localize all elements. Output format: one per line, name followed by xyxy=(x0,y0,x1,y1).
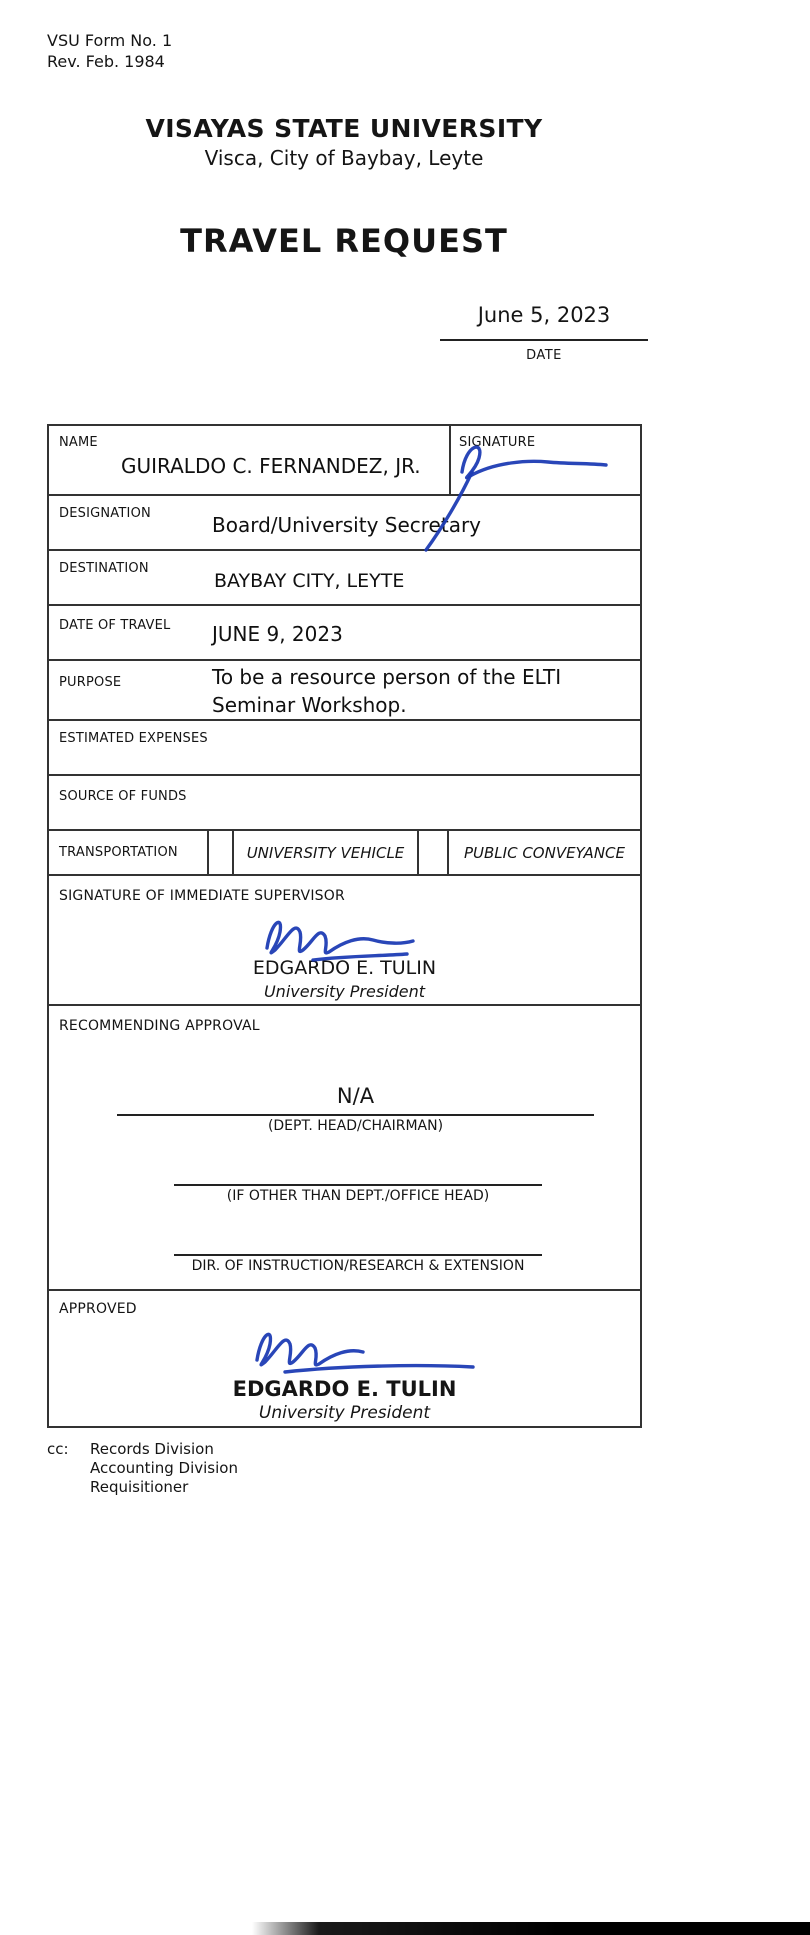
supervisor-title: University President xyxy=(263,982,426,1001)
supervisor-signature xyxy=(255,906,420,966)
cc-label: cc: xyxy=(47,1440,69,1458)
row-destination xyxy=(49,551,640,606)
destination-value: BAYBAY CITY, LEYTE xyxy=(214,570,405,592)
date-value: June 5, 2023 xyxy=(440,303,648,341)
cc-item-accounting: Accounting Division xyxy=(90,1459,238,1477)
form-title: TRAVEL REQUEST xyxy=(180,222,508,260)
transportation-label: TRANSPORTATION xyxy=(59,845,178,860)
recommending-label: RECOMMENDING APPROVAL xyxy=(59,1018,260,1034)
public-conveyance-checkbox-cell xyxy=(419,831,449,874)
designation-value: Board/University Secretary xyxy=(212,513,482,537)
date-of-travel-value: JUNE 9, 2023 xyxy=(212,622,343,646)
purpose-value-line2: Seminar Workshop. xyxy=(212,693,407,717)
cc-item-records: Records Division xyxy=(90,1440,214,1458)
row-source-of-funds xyxy=(49,776,640,831)
date-label: DATE xyxy=(526,348,562,363)
approved-label: APPROVED xyxy=(59,1301,137,1317)
supervisor-name: EDGARDO E. TULIN xyxy=(252,957,437,979)
other-head-label: (IF OTHER THAN DEPT./OFFICE HEAD) xyxy=(226,1188,490,1204)
university-vehicle-label: UNIVERSITY VEHICLE xyxy=(246,843,405,862)
public-conveyance-cell xyxy=(449,831,640,874)
purpose-value-line1: To be a resource person of the ELTI xyxy=(212,665,562,689)
row-purpose xyxy=(49,661,640,721)
other-head-signature-line xyxy=(174,1154,542,1186)
name-label: NAME xyxy=(59,435,98,450)
transportation-label-cell xyxy=(49,831,209,874)
cc-block xyxy=(47,1440,238,1497)
form-revision: Rev. Feb. 1984 xyxy=(47,52,165,71)
director-signature-line xyxy=(174,1224,542,1256)
date-of-travel-label: DATE OF TRAVEL xyxy=(59,618,171,633)
destination-label: DESTINATION xyxy=(59,561,149,576)
row-transportation xyxy=(49,831,640,876)
scan-artifact xyxy=(252,1922,810,1935)
applicant-signature xyxy=(410,430,645,555)
designation-label: DESIGNATION xyxy=(59,506,151,521)
form-number: VSU Form No. 1 xyxy=(47,31,173,50)
university-vehicle-cell xyxy=(234,831,419,874)
name-value: GUIRALDO C. FERNANDEZ, JR. xyxy=(121,454,421,478)
university-vehicle-checkbox-cell xyxy=(209,831,234,874)
row-date-of-travel xyxy=(49,606,640,661)
director-label: DIR. OF INSTRUCTION/RESEARCH & EXTENSION xyxy=(191,1258,525,1274)
president-signature xyxy=(245,1318,480,1380)
supervisor-label: SIGNATURE OF IMMEDIATE SUPERVISOR xyxy=(59,888,345,904)
row-recommending xyxy=(49,1006,640,1291)
public-conveyance-label: PUBLIC CONVEYANCE xyxy=(463,843,625,862)
cc-item-requisitioner: Requisitioner xyxy=(90,1478,189,1496)
form-number-block xyxy=(47,30,172,72)
signature-label: SIGNATURE xyxy=(459,435,536,450)
dept-head-value: N/A xyxy=(117,1084,594,1116)
purpose-label: PURPOSE xyxy=(59,675,122,690)
university-address: Visca, City of Baybay, Leyte xyxy=(204,146,484,170)
estimated-expenses-label: ESTIMATED EXPENSES xyxy=(59,731,208,746)
university-name: VISAYAS STATE UNIVERSITY xyxy=(145,114,543,143)
row-estimated-expenses xyxy=(49,721,640,776)
dept-head-label: (DEPT. HEAD/CHAIRMAN) xyxy=(267,1118,444,1134)
source-of-funds-label: SOURCE OF FUNDS xyxy=(59,789,187,804)
approver-title: University President xyxy=(258,1403,431,1423)
approver-name: EDGARDO E. TULIN xyxy=(232,1377,457,1401)
cc-list xyxy=(90,1440,238,1497)
